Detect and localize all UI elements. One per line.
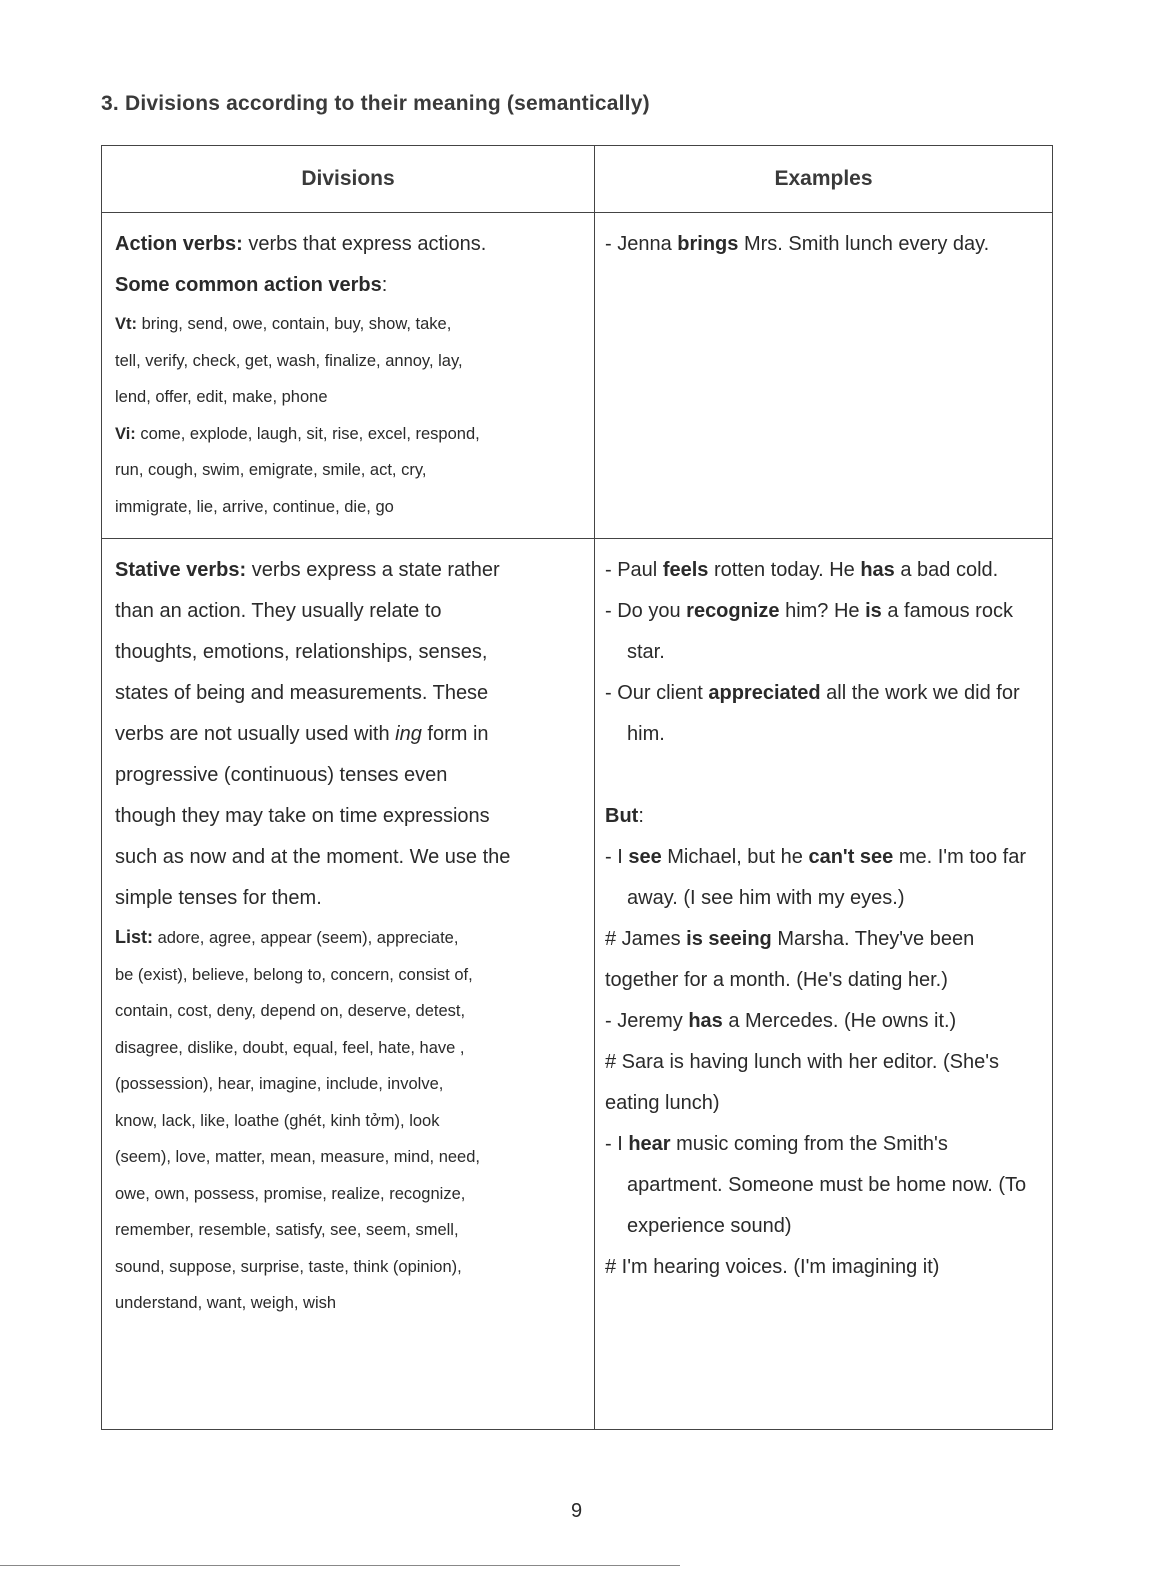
vt-text-1: bring, send, owe, contain, buy, show, take, — [137, 315, 452, 333]
example-text: - Paul — [605, 559, 663, 581]
stative-desc-text: verbs express a state rather — [246, 559, 500, 581]
example-verb: has — [688, 1010, 723, 1032]
example-item: # Sara is having lunch with her editor. (She's eating lunch) — [605, 1051, 1000, 1114]
example-text: music coming from the Smith's apartment. Someone must be home now. (To experience sound) — [627, 1133, 1027, 1237]
example-verb: brings — [677, 233, 739, 255]
example-text: - Jeremy — [605, 1010, 689, 1032]
example-text: - I — [605, 1133, 629, 1155]
example-text: - Do you — [605, 600, 687, 622]
footer-divider — [0, 1565, 680, 1566]
stative-desc-text: verbs are not usually used with — [115, 723, 396, 745]
intransitive-verbs-line-1 — [115, 416, 584, 453]
page-number: 9 — [570, 1500, 583, 1522]
example-text: me. I'm too far away. (I see him with my eyes.) — [627, 846, 1027, 909]
table-row-stative-verbs — [102, 539, 1053, 1430]
example-item: # I'm hearing voices. (I'm imagining it) — [605, 1256, 940, 1278]
example-text: - I — [605, 846, 629, 868]
verb-divisions-table — [101, 145, 1053, 1430]
stative-list-line: sound, suppose, surprise, taste, think (opinion), — [115, 1257, 462, 1276]
example-text: rotten today. He — [708, 559, 861, 581]
stative-desc-line — [115, 550, 584, 591]
example-text: a famous rock star. — [627, 600, 1013, 663]
divisions-header: Divisions — [102, 146, 595, 213]
example-verb: can't see — [808, 846, 894, 868]
example-item — [605, 591, 1044, 673]
example-item — [605, 1124, 1044, 1247]
stative-list-text: adore, agree, appear (seem), appreciate, — [153, 929, 459, 947]
stative-list-line — [115, 919, 584, 957]
example-text: - Jenna — [605, 233, 678, 255]
stative-desc-line: thoughts, emotions, relationships, senses, — [115, 641, 488, 663]
intransitive-verbs-line-3: immigrate, lie, arrive, continue, die, go — [115, 497, 394, 516]
stative-list-line: remember, resemble, satisfy, see, seem, smell, — [115, 1221, 459, 1239]
example-item — [605, 837, 1044, 919]
stative-desc-line: simple tenses for them. — [115, 887, 322, 909]
stative-desc-line: than an action. They usually relate to — [115, 600, 442, 622]
but-colon: : — [638, 805, 644, 827]
example-verb: is — [865, 600, 882, 622]
transitive-verbs-line-2: tell, verify, check, get, wash, finalize, annoy, lay, — [115, 351, 463, 370]
example-item — [605, 673, 1044, 755]
stative-list-line: know, lack, like, loathe (ghét, kinh tởm), look — [115, 1111, 440, 1130]
stative-list-line: disagree, dislike, doubt, equal, feel, hate, have , — [115, 1038, 465, 1057]
but-heading — [605, 796, 1044, 837]
stative-list-line: understand, want, weigh, wish — [115, 1294, 337, 1312]
spacer — [605, 755, 1044, 796]
vi-text-1: come, explode, laugh, sit, rise, excel, respond, — [135, 424, 480, 443]
example-text: him? He — [779, 600, 866, 622]
stative-desc-line: such as now and at the moment. We use the — [115, 846, 511, 868]
stative-desc-line — [115, 714, 584, 755]
action-verbs-label: Action verbs: — [115, 233, 243, 255]
but-label: But — [605, 805, 639, 827]
stative-list-label: List: — [115, 927, 153, 947]
common-action-verbs-colon: : — [381, 274, 388, 296]
action-verbs-cell — [102, 213, 595, 539]
example-text: - Our client — [605, 682, 709, 704]
stative-desc-line: progressive (continuous) tenses even — [115, 764, 448, 786]
example-verb: see — [628, 846, 662, 868]
table-row-action-verbs — [102, 213, 1053, 539]
stative-list-line: be (exist), believe, belong to, concern, consist of, — [115, 965, 473, 984]
transitive-verbs-line-1 — [115, 306, 584, 343]
ing-italic: ing — [395, 723, 422, 745]
vt-label: Vt: — [115, 315, 137, 333]
stative-list-line: (possession), hear, imagine, include, involve, — [115, 1075, 444, 1093]
example-text: all the work we did for him. — [627, 682, 1020, 745]
stative-desc-line: though they may take on time expressions — [115, 805, 490, 827]
example-verb: has — [860, 559, 895, 581]
example-verb: hear — [628, 1133, 671, 1155]
intransitive-verbs-line-2: run, cough, swim, emigrate, smile, act, cry, — [115, 461, 427, 479]
example-verb: is seeing — [686, 928, 772, 950]
stative-verbs-cell — [102, 539, 595, 1430]
transitive-verbs-line-3: lend, offer, edit, make, phone — [115, 388, 328, 406]
action-verbs-definition — [115, 224, 584, 265]
example-text: a bad cold. — [894, 559, 999, 581]
example-text: Marsha. They've been together for a month. (He's dating her.) — [605, 928, 975, 991]
example-verb: appreciated — [708, 682, 821, 704]
example-item — [605, 1001, 1044, 1042]
common-action-verbs-heading — [115, 265, 584, 306]
section-heading: 3. Divisions according to their meaning (semantically) — [101, 92, 650, 115]
vi-label: Vi: — [115, 424, 136, 443]
stative-desc-text: form in — [421, 723, 489, 745]
example-item — [605, 550, 1044, 591]
action-verbs-desc: verbs that express actions. — [242, 233, 487, 255]
common-action-verbs-label: Some common action verbs — [115, 274, 382, 296]
stative-list-line: owe, own, possess, promise, realize, recognize, — [115, 1184, 466, 1203]
action-verbs-examples-cell — [595, 213, 1053, 539]
stative-verbs-examples-cell — [595, 539, 1053, 1430]
table-header-row — [102, 146, 1053, 213]
example-text: # James — [605, 928, 687, 950]
example-item — [605, 919, 1044, 1001]
stative-list-line: contain, cost, deny, depend on, deserve, detest, — [115, 1002, 466, 1020]
example-text: Michael, but he — [661, 846, 809, 868]
example-verb: feels — [662, 559, 709, 581]
example-text: a Mercedes. (He owns it.) — [722, 1010, 957, 1032]
stative-desc-line: states of being and measurements. These — [115, 682, 489, 704]
stative-list-line: (seem), love, matter, mean, measure, mind, need, — [115, 1148, 480, 1166]
examples-header: Examples — [595, 146, 1053, 213]
stative-verbs-label: Stative verbs: — [115, 559, 247, 581]
example-item — [605, 224, 1044, 265]
example-verb: recognize — [686, 600, 780, 622]
example-text: Mrs. Smith lunch every day. — [738, 233, 990, 255]
